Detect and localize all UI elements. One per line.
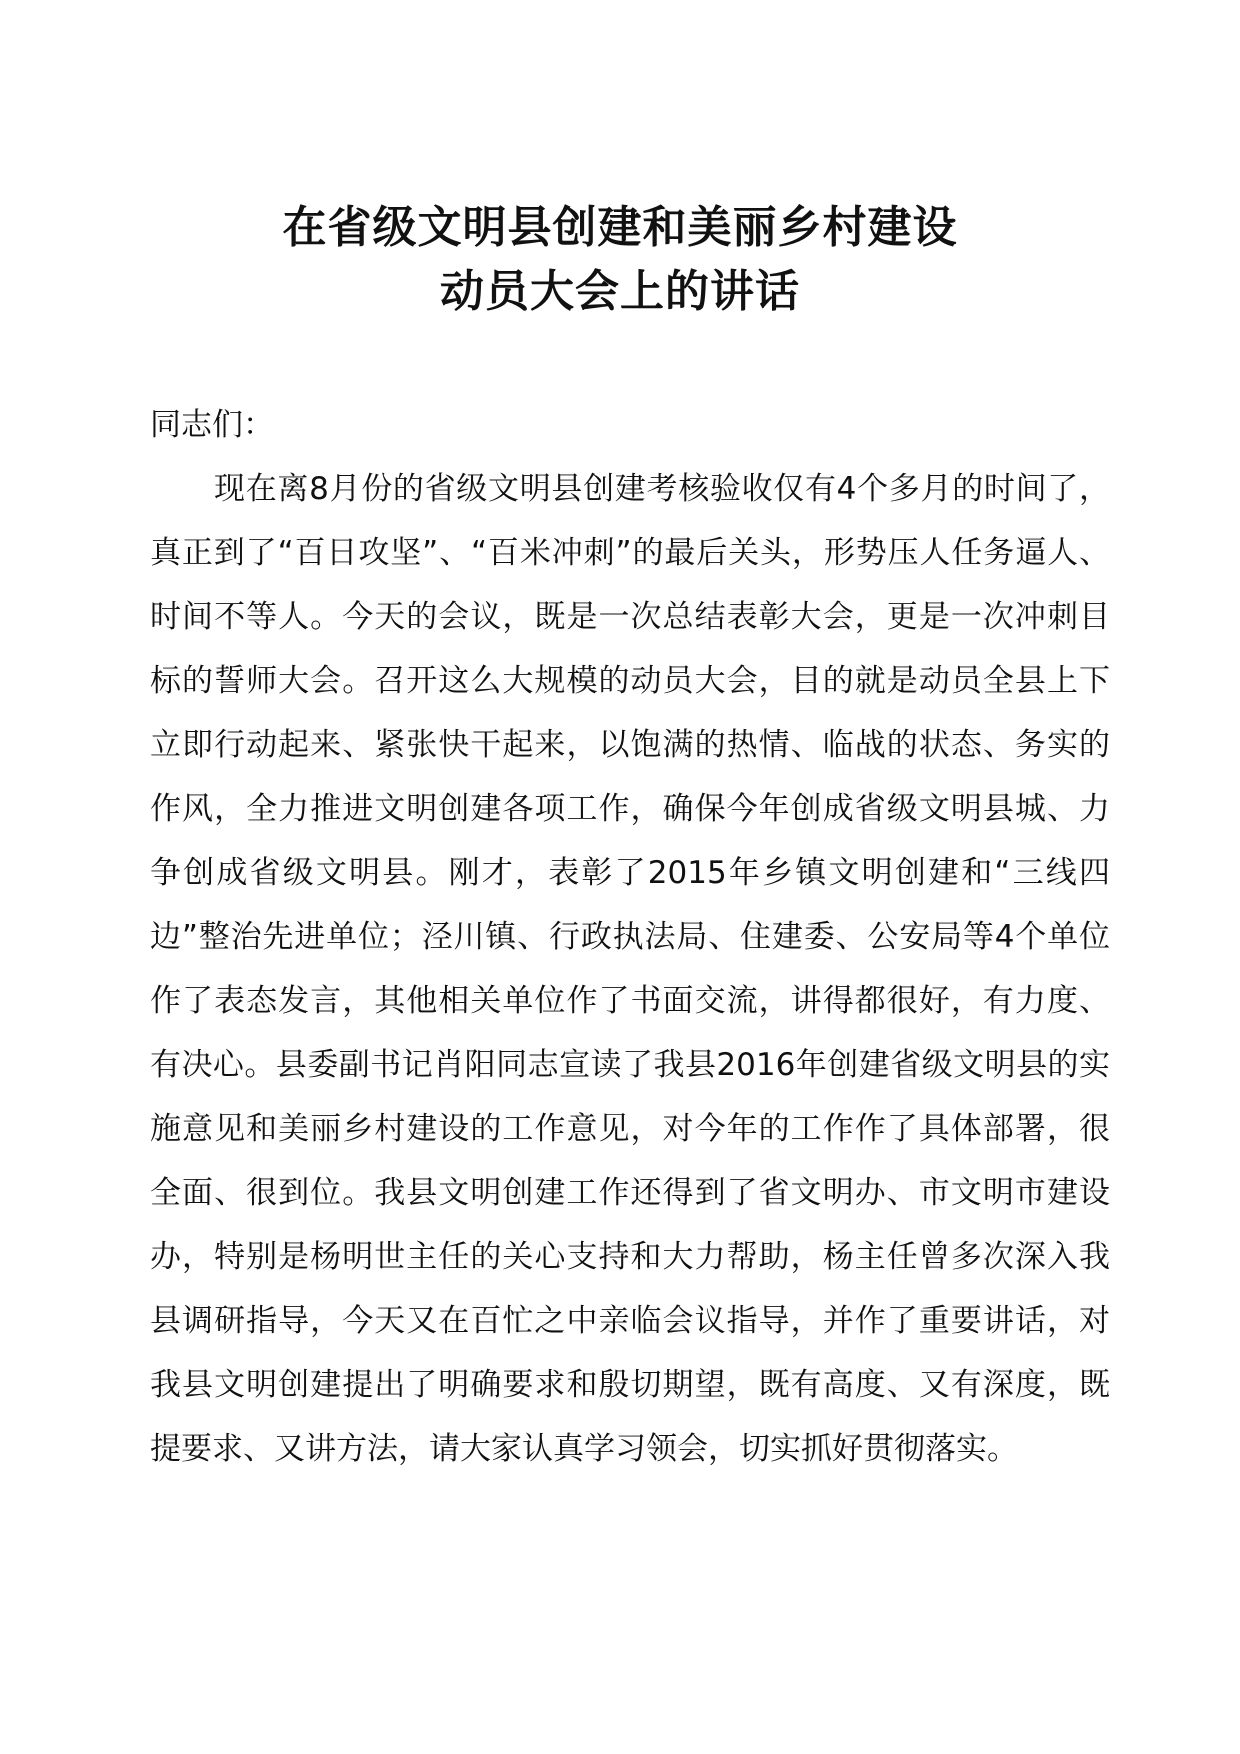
title-line-1: 在省级文明县创建和美丽乡村建设 (282, 202, 958, 253)
title-line-2: 动员大会上的讲话 (440, 266, 800, 317)
body-paragraph: 现在离8月份的省级文明县创建考核验收仅有4个多月的时间了，真正到了“百日攻坚”、“百米冲刺”的最后关头，形势压人任务逼人、时间不等人。今天的会议，既是一次总结表彰大会，更是一次冲刺目标的誓师大会。召开这么大规模的动员大会，目的就是动员全县上下立即行动起来、紧张快干起来，以饱满的热情、临战的状态、务实的作风，全力推进文明创建各项工作，确保今年创成省级文明县城、力争创成省级文明县。刚才，表彰了2015年乡镇文明创建和“三线四边”整治先进单位；泾川镇、行政执法局、住建委、公安局等4个单位作了表态发言，其他相关单位作了书面交流，讲得都很好，有力度、有决心。县委副书记肖阳同志宣读了我县2016年创建省级文明县的实施意见和美丽乡村建设的工作意见，对今年的工作作了具体部署，很全面、很到位。我县文明创建工作还得到了省文明办、市文明市建设办，特别是杨明世主任的关心支持和大力帮助，杨主任曾多次深入我县调研指导，今天又在百忙之中亲临会议指导，并作了重要讲话，对我县文明创建提出了明确要求和殷切期望，既有高度、又有深度，既提要求、又讲方法，请大家认真学习领会，切实抓好贯彻落实。 (150, 471, 1110, 1467)
speech-title (150, 196, 1090, 324)
salutation: 同志们： (150, 407, 274, 443)
speech-body (150, 393, 1110, 1481)
